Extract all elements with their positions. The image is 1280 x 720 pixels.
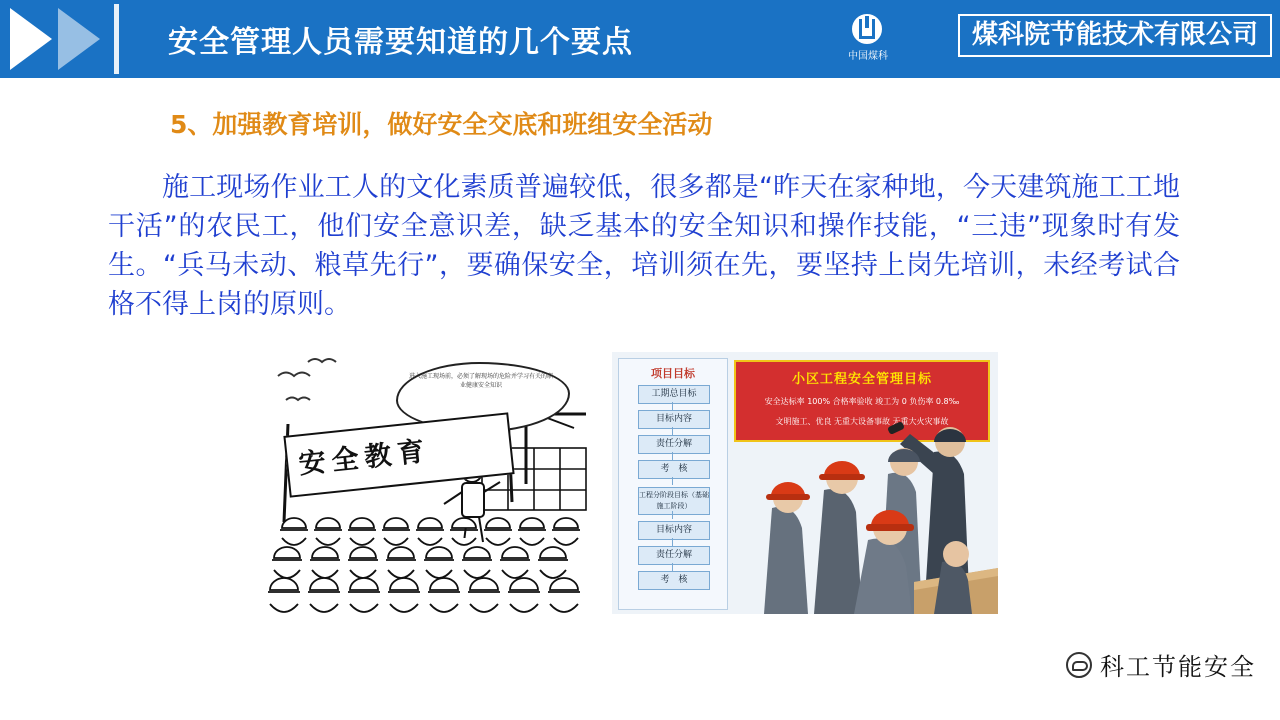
banner-text: 安全教育: [297, 435, 432, 481]
body-paragraph: 施工现场作业工人的文化素质普遍较低，很多都是“昨天在家种地，今天建筑施工工地干活”的农民工，他们安全意识差，缺乏基本的安全知识和操作技能，“三违”现象时有发生。“兵马未动、粮草先行”，要确保安全，培训须在先，要坚持上岗先培训，未经考试合格不得上岗的原则。: [108, 172, 1180, 321]
flowchart-node: 目标内容: [638, 410, 710, 429]
flowchart-node: 考 核: [638, 460, 710, 479]
flowchart-node: 工程分阶段目标（基础施工阶段）: [638, 487, 710, 515]
flowchart-title: 项目目标: [651, 367, 695, 380]
flowchart-node: 考 核: [638, 571, 710, 590]
flowchart-node: 责任分解: [638, 435, 710, 454]
board-title: 小区工程安全管理目标: [791, 372, 932, 387]
project-target-flowchart: [618, 358, 728, 610]
figure-group: [268, 352, 1000, 614]
company-logo: [841, 12, 895, 66]
watermark-label: 科工节能安全: [1100, 653, 1256, 681]
company-name-box: 煤科院节能技术有限公司: [958, 14, 1272, 57]
figure-safety-education-cartoon: [268, 352, 602, 614]
logo-mark-icon: [859, 19, 875, 39]
board-line: 安全达标率 100% 合格率验收 竣工为 0 负伤率 0.8‰: [764, 397, 960, 406]
wechat-icon: [1066, 652, 1092, 678]
flowchart-node: 目标内容: [638, 521, 710, 540]
flowchart-connector: [672, 511, 673, 519]
logo-caption: 中国煤科: [848, 51, 888, 62]
flowchart-connector: [672, 563, 673, 571]
thought-bubble-text: 进入施工现场前，必须了解现场的危险并学习有关的职业健康安全知识: [408, 373, 553, 389]
section-heading: 5、加强教育培训，做好安全交底和班组安全活动: [170, 110, 713, 139]
flowchart-connector: [672, 477, 673, 485]
flowchart-node: 工期总目标: [638, 385, 710, 404]
slide-header: [0, 0, 1280, 78]
workers-photo-illustration: [728, 412, 998, 614]
flowchart-connector: [672, 402, 673, 410]
flowchart-connector: [672, 452, 673, 460]
page-title: 安全管理人员需要知道的几个要点: [168, 25, 633, 60]
chevron-decoration-icon: [10, 0, 150, 78]
figure-safety-target-board-photo: [612, 352, 998, 614]
flowchart-connector: [672, 538, 673, 546]
flowchart-node: 责任分解: [638, 546, 710, 565]
board-line: 文明施工、优良 无重大设备事故 无重大火灾事故: [775, 417, 949, 426]
footer-watermark: [1066, 647, 1256, 682]
flowchart-connector: [672, 427, 673, 435]
